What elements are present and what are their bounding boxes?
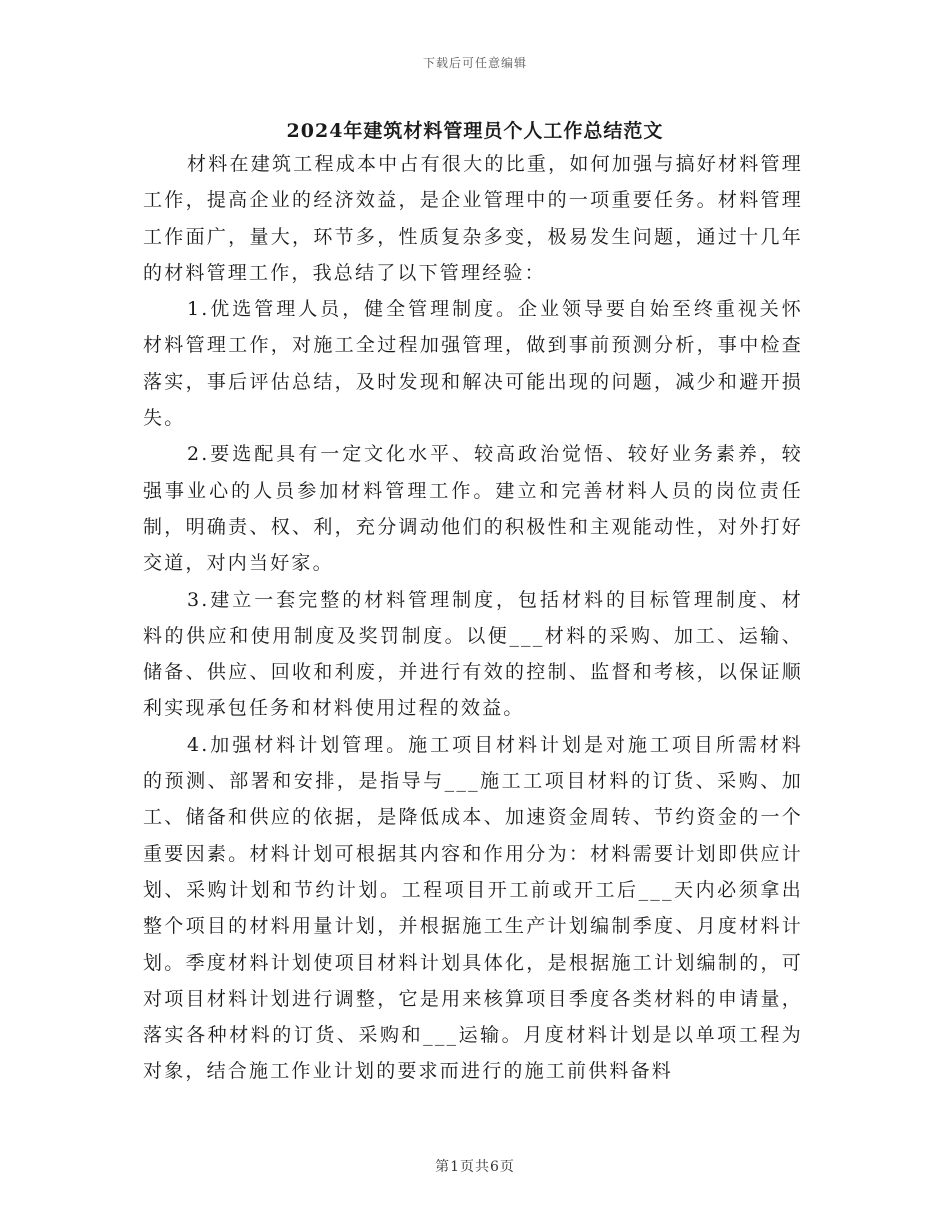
header-note: 下载后可任意编辑 xyxy=(422,56,527,70)
paragraph-intro: 材料在建筑工程成本中占有很大的比重，如何加强与搞好材料管理工作，提高企业的经济效益，是企业管理中的一项重要任务。材料管理工作面广，量大，环节多，性质复杂多变，极易发生问题，通过十几年的材料管理工作，我总结了以下管理经验： xyxy=(143,153,803,284)
document-title: 2024年建筑材料管理员个人工作总结范文 xyxy=(286,120,664,142)
page-number: 第1页共6页 xyxy=(435,1159,515,1175)
paragraph-item-1: 1.优选管理人员，健全管理制度。企业领导要自始至终重视关怀材料管理工作，对施工全过程加强管理，做到事前预测分析，事中检查落实，事后评估总结，及时发现和解决可能出现的问题，减少和避开损失。 xyxy=(143,298,803,430)
paragraph-item-2: 2.要选配具有一定文化水平、较高政治觉悟、较好业务素养，较强事业心的人员参加材料管理工作。建立和完善材料人员的岗位责任制，明确责、权、利，充分调动他们的积极性和主观能动性，对外打好交道，对内当好家。 xyxy=(143,443,803,575)
paragraph-item-3: 3.建立一套完整的材料管理制度，包括材料的目标管理制度、材料的供应和使用制度及奖罚制度。以便___材料的采购、加工、运输、储备、供应、回收和利废，并进行有效的控制、监督和考核，以保证顺利实现承包任务和材料使用过程的效益。 xyxy=(143,588,803,720)
paragraph-item-4: 4.加强材料计划管理。施工项目材料计划是对施工项目所需材料的预测、部署和安排，是指导与___施工工项目材料的订货、采购、加工、储备和供应的依据，是降低成本、加速资金周转、节约资金的一个重要因素。材料计划可根据其内容和作用分为：材料需要计划即供应计划、采购计划和节约计划。工程项目开工前或开工后___天内必须拿出整个项目的材料用量计划，并根据施工生产计划编制季度、月度材料计划。季度材料计划使项目材料计划具体化，是根据施工计划编制的，可对项目材料计划进行调整，它是用来核算项目季度各类材料的申请量，落实各种材料的订货、采购和___运输。月度材料计划是以单项工程为对象，结合施工作业计划的要求而进行的施工前供料备料 xyxy=(143,733,803,1083)
document-body xyxy=(143,146,803,1090)
